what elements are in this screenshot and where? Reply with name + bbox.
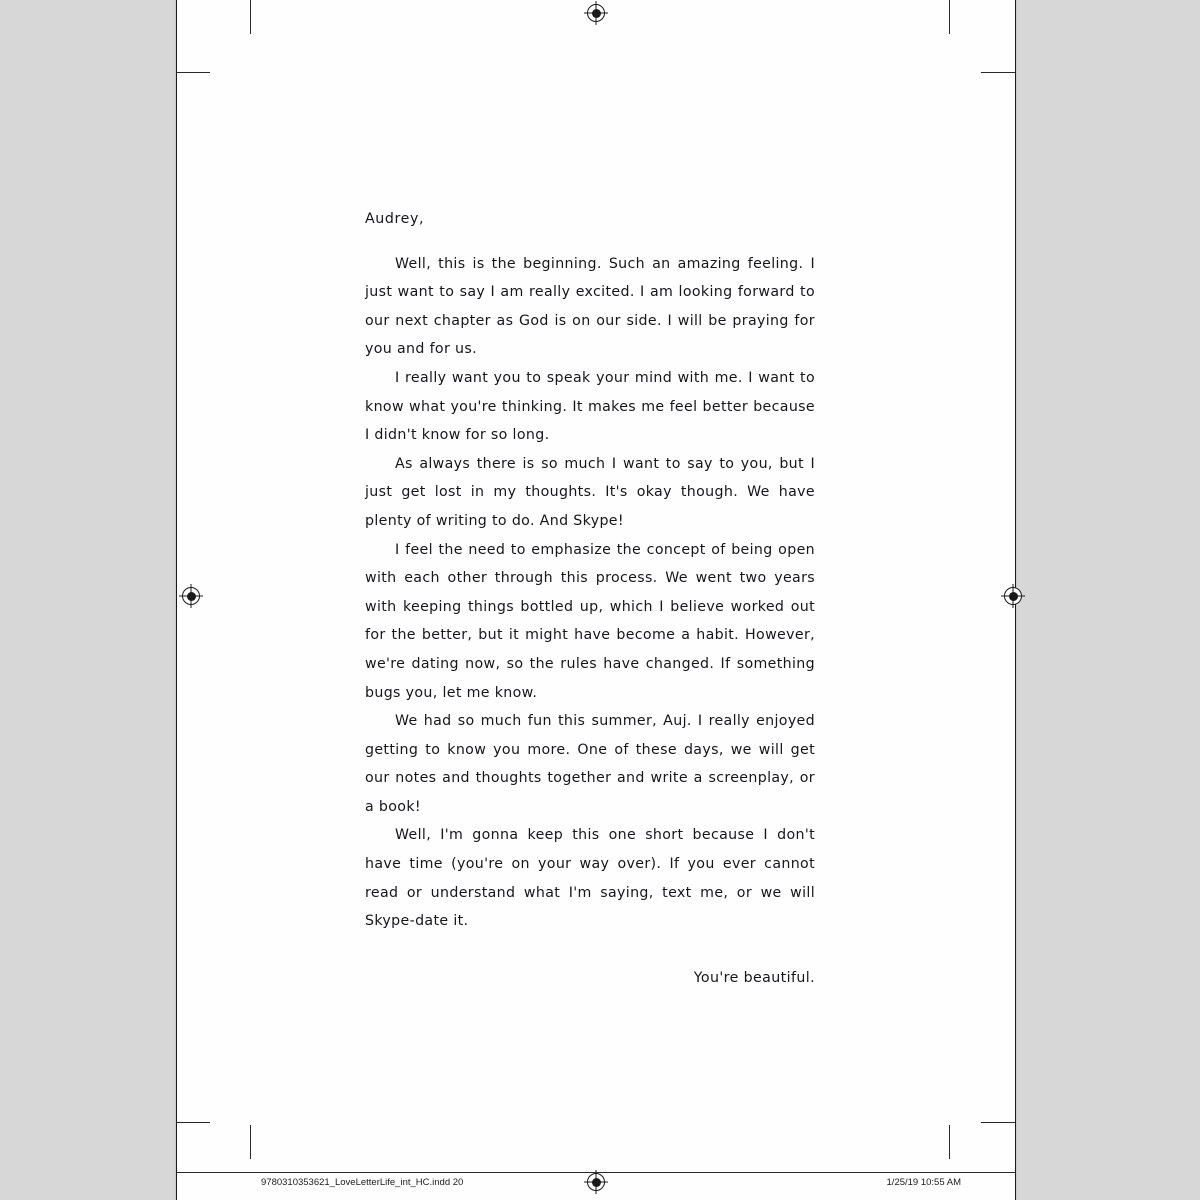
letter-closing: You're beautiful. <box>693 969 815 986</box>
crop-mark-icon <box>949 1125 950 1159</box>
crop-mark-icon <box>981 1122 1015 1123</box>
letter-paragraph: Well, I'm gonna keep this one short because I don't have time (you're on your way over). If you ever cannot read or understand what I'm saying, text me, or we will Skype-date it. <box>365 827 815 930</box>
slug-timestamp: 1/25/19 10:55 AM <box>886 1177 961 1188</box>
letter-paragraph: I feel the need to emphasize the concept of being open with each other through this process. We went two years with keeping things bottled up, which I believe worked out for the better, but it might have become a habit. However, we're dating now, so the rules have changed. If something bugs you, let me know. <box>365 541 815 701</box>
registration-core <box>592 9 601 18</box>
crop-mark-icon <box>981 72 1015 73</box>
crop-mark-icon <box>176 72 210 73</box>
letter-salutation: Audrey, <box>365 211 425 227</box>
letter-paragraph: I really want you to speak your mind with me. I want to know what you're thinking. It makes me feel better because I didn't know for so long. <box>365 369 815 444</box>
registration-core <box>187 592 196 601</box>
letter-paragraph: As always there is so much I want to say to you, but I just get lost in my thoughts. It's okay though. We have plenty of writing to do. And Skype! <box>365 455 815 529</box>
crop-mark-icon <box>250 1125 251 1159</box>
slug-line <box>176 1172 1016 1193</box>
letter-body <box>365 205 815 992</box>
crop-mark-icon <box>250 0 251 34</box>
crop-mark-icon <box>949 0 950 34</box>
crop-mark-icon <box>176 1122 210 1123</box>
registration-target-icon <box>587 4 605 22</box>
plate-edge-left <box>176 0 177 1200</box>
registration-target-icon <box>1004 587 1022 605</box>
letter-paragraph: We had so much fun this summer, Auj. I really enjoyed getting to know you more. One of these days, we will get our notes and thoughts together and write a screenplay, or a book! <box>365 713 815 815</box>
slug-filename: 9780310353621_LoveLetterLife_int_HC.indd 20 <box>261 1177 464 1188</box>
letter-paragraph: Well, this is the beginning. Such an amazing feeling. I just want to say I am really excited. I am looking forward to our next chapter as God is on our side. I will be praying for you and for us. <box>365 255 815 358</box>
registration-target-icon <box>182 587 200 605</box>
registration-core <box>1009 592 1018 601</box>
